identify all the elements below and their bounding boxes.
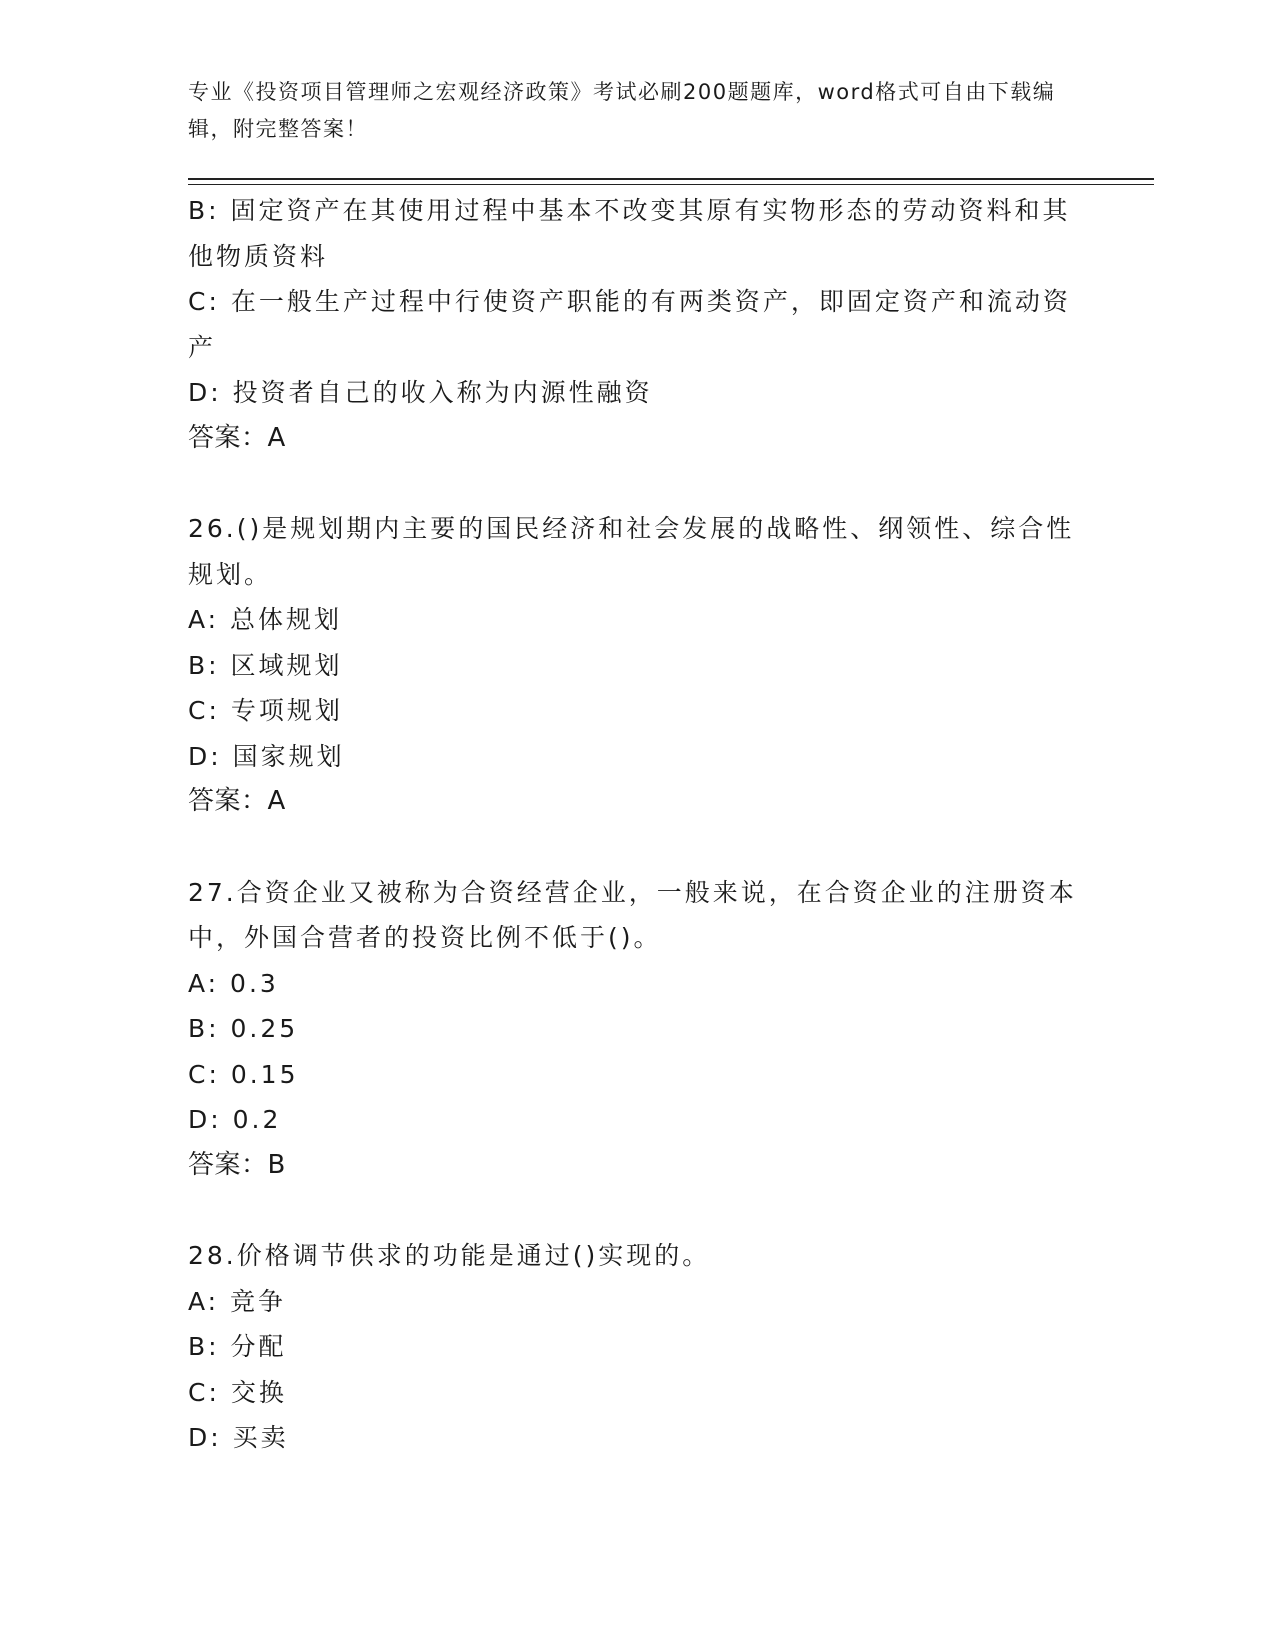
option-a: A: 0.3 (188, 968, 279, 998)
option-c: C: 在一般生产过程中行使资产职能的有两类资产，即固定资产和流动资产 (188, 287, 1071, 362)
option-d: D: 0.2 (188, 1105, 282, 1134)
option-b: B: 分配 (188, 1332, 287, 1361)
header-divider-thin (188, 184, 1154, 185)
answer: 答案：A (188, 422, 286, 453)
spacer (188, 825, 1088, 870)
option-a: A: 总体规划 (188, 605, 343, 634)
question-text: 27.合资企业又被称为合资经营企业，一般来说，在合资企业的注册资本中，外国合营者的投资比例不低于()。 (188, 877, 1077, 952)
option-d: D: 投资者自己的收入称为内源性融资 (188, 378, 653, 407)
question-text: 26.()是规划期内主要的国民经济和社会发展的战略性、纲领性、综合性规划。 (188, 514, 1075, 589)
answer: 答案：A (188, 786, 286, 816)
spacer (188, 461, 1088, 506)
option-d: D: 买卖 (188, 1423, 289, 1452)
option-b: B: 固定资产在其使用过程中基本不改变其原有实物形态的劳动资料和其他物质资料 (188, 196, 1071, 271)
option-b: B: 0.25 (188, 1014, 299, 1043)
header-divider-thick (188, 178, 1154, 180)
answer: 答案：B (188, 1149, 286, 1180)
question-text: 28.价格调节供求的功能是通过()实现的。 (188, 1241, 711, 1270)
option-c: C: 专项规划 (188, 696, 343, 725)
spacer (188, 1188, 1088, 1233)
option-c: C: 交换 (188, 1377, 287, 1407)
document-header: 专业《投资项目管理师之宏观经济政策》考试必刷200题题库，word格式可自由下载编辑，附完整答案！ (188, 80, 1056, 141)
option-a: A: 竞争 (188, 1286, 287, 1316)
question-list (188, 188, 1088, 1461)
question-26 (188, 506, 1088, 825)
question-27 (188, 870, 1088, 1189)
option-d: D: 国家规划 (188, 741, 345, 771)
question-25-tail (188, 188, 1088, 461)
option-c: C: 0.15 (188, 1059, 299, 1089)
question-28 (188, 1233, 1088, 1461)
option-b: B: 区域规划 (188, 650, 343, 680)
